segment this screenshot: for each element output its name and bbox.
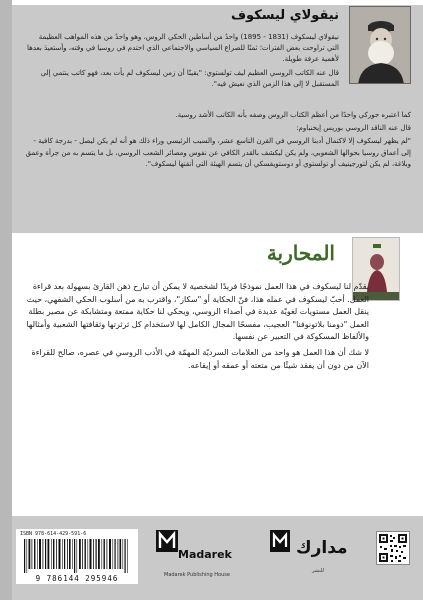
- bio-paragraph: قال عنه الكاتب الروسي العظيم ليف تولستوي: "يقينًا أن زمن ليسكوف لم يأت بعد، فهو كاتب ينتمي إلى المستقبل لا إلى هذا الزمن الذي نعيش فيه".: [40, 68, 339, 88]
- author-bio-top: [25, 32, 339, 92]
- bio-paragraph: كما اعتبره جوركي واحدًا من أعظم الكتاب الروس وصفه بأنه الكاتب الأشد روسية.: [175, 111, 411, 119]
- author-portrait: [349, 6, 411, 84]
- bio-paragraph: نيقولاي ليسكوف (1831 - 1895) واحدٌ من أساطين الحكي الروس، وهو واحدٌ من هذه المواهب العظيمة التي تراوحت بعض الفترات؛ ثمنًا للصراع السياسي والاجتماعي الذي احتدم في روسيا في وقته، وأستعيدَ بعدها لأهمية عرفة طويلة.: [27, 33, 339, 64]
- bio-paragraph: "لم يظهر ليسكوف إلا لاكتمال أدبنا الروسي في القرن التاسع عشر، والسبب الرئيسي وراء ذلك هو أنه لم يكن ليصل - بدرجة كافية - إلى أعماق روسيا بحوالها الشعوبي، ولم يكن ليكشف بالقدر الكافي عن نفوس ومصائر الشعب الروسي، بل ما يتسم به من جرأة وعمق وبلاغة، لم يكن لتورجينيف أو تولستوي أو دوستويفسكي أن يتسم الهيئة التي أتقنها ليسكوف".: [25, 137, 411, 168]
- book-description: [23, 281, 369, 375]
- publisher-name-latin: Madarek: [178, 548, 232, 561]
- publisher-logo-icon: [156, 530, 178, 552]
- publisher-subtitle-arabic: للنشر: [312, 568, 324, 574]
- publisher-name-arabic: مدارك: [296, 538, 348, 558]
- author-bio-bottom: [25, 110, 411, 172]
- description-paragraph: يقدّم لنا ليسكوف في هذا العمل نموذجًا فريدًا لشخصية لا يمكن أن تبارح ذهن القارئ بسهولة بعد قراءة العمل. أحبّ ليسكوف في عمله هذا، فنّ الحكاية أو "سكاز"، واقترب به من أسلوب الحكي الشفهي، حيث ينقل العمل مستويات لغويّة عديدة في أصداء الروسي، ويحكي لنا حكاية ممتعة ومتشابكة عن مصير بطلة العمل "دومنا بلاتونوفنا" العجيب، مفسحًا المجال الكامل لها لاستخدام كل ثرثرتها وثقافتها الشعبية وأمثالها والألفاظ المسكوكة في التعبير عن نفسها.: [26, 282, 369, 342]
- description-paragraph: لا شك أن هذا العمل هو واحد من العلامات السرديّة المهمّة في الأدب الروسي في عصره، صالح للقراءة الآن من دون أن يفقد شيئًا من متعته أو عمقه أو إيقاعه.: [31, 347, 369, 370]
- publisher-tagline: Madarek Publishing House: [164, 572, 230, 578]
- publisher-logo-mark-icon: [270, 530, 290, 552]
- portrait-image: [350, 7, 411, 84]
- bio-paragraph: قال عنه الناقد الروسي بوريس إيخنباوم:: [296, 124, 411, 133]
- qr-code: [376, 531, 410, 565]
- isbn-label: ISBN 978-614-429-591-6: [20, 531, 87, 537]
- barcode-digits: 9 786144 295946: [35, 574, 119, 583]
- book-title: المحاربة: [266, 241, 335, 265]
- qr-code-icon: [377, 532, 409, 564]
- author-name: نيقولاي ليسكوف: [230, 8, 339, 23]
- spine-edge: [0, 0, 12, 600]
